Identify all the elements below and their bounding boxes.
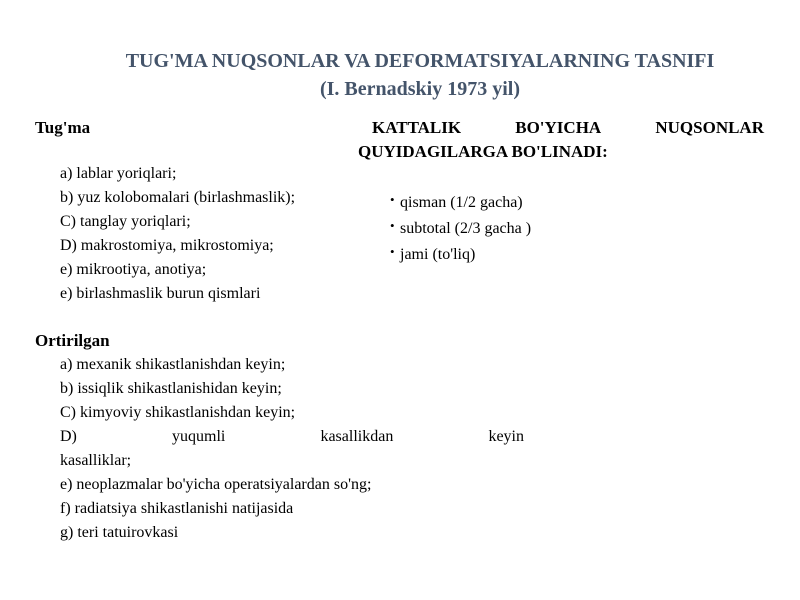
heading-word: BO'YICHA	[515, 118, 602, 137]
list-item: b) issiqlik shikastlanishidan keyin;	[60, 380, 282, 397]
bullet-icon: •	[390, 192, 395, 207]
list-item: f) radiatsiya shikastlanishi natijasida	[60, 500, 294, 517]
bullet-text: jami (to'liq)	[400, 246, 476, 263]
list-item: g) teri tatuirovkasi	[60, 524, 179, 541]
bullet-text: qisman (1/2 gacha)	[400, 194, 523, 211]
list-item-continuation: kasalliklar;	[60, 452, 132, 469]
list-item: a) mexanik shikastlanishdan keyin;	[60, 356, 286, 373]
bullet-icon: •	[390, 244, 395, 259]
justified-word: D)	[60, 428, 77, 445]
heading-word: KATTALIK	[372, 118, 462, 137]
right-column	[358, 116, 764, 268]
bullet-text: subtotal (2/3 gacha )	[400, 220, 532, 237]
bullet-item	[390, 242, 764, 268]
congenital-heading: Tug'ma	[35, 118, 91, 137]
acquired-heading: Ortirilgan	[35, 331, 110, 350]
list-item: C) kimyoviy shikastlanishdan keyin;	[60, 404, 296, 421]
justified-word: yuqumli	[172, 428, 226, 445]
size-classification-heading	[358, 116, 764, 164]
size-classification-list	[390, 190, 764, 268]
list-item: e) mikrootiya, anotiya;	[60, 261, 207, 278]
title-line-1: TUG'MA NUQSONLAR VA DEFORMATSIYALARNING TASNIFI	[125, 50, 715, 72]
heading-word: NUQSONLAR	[655, 118, 764, 137]
list-item: e) neoplazmalar bo'yicha operatsiyalardan so'ng;	[60, 476, 372, 493]
title-line-2: (I. Bernadskiy 1973 yil)	[319, 78, 521, 100]
page-title	[90, 47, 750, 103]
justified-word: keyin	[488, 428, 524, 445]
list-item: D) makrostomiya, mikrostomiya;	[60, 237, 274, 254]
bullet-icon: •	[390, 218, 395, 233]
list-item: e) birlashmaslik burun qismlari	[60, 285, 261, 302]
justified-word: kasallikdan	[320, 428, 394, 445]
list-item: C) tanglay yoriqlari;	[60, 213, 191, 230]
spacer	[35, 306, 535, 328]
heading-line-2: QUYIDAGILARGA BO'LINADI:	[358, 142, 608, 161]
bullet-item	[390, 190, 764, 216]
list-item-justified	[60, 425, 535, 449]
list-item: b) yuz kolobomalari (birlashmaslik);	[60, 189, 296, 206]
bullet-item	[390, 216, 764, 242]
acquired-list	[35, 353, 535, 545]
list-item: a) lablar yoriqlari;	[60, 165, 177, 182]
